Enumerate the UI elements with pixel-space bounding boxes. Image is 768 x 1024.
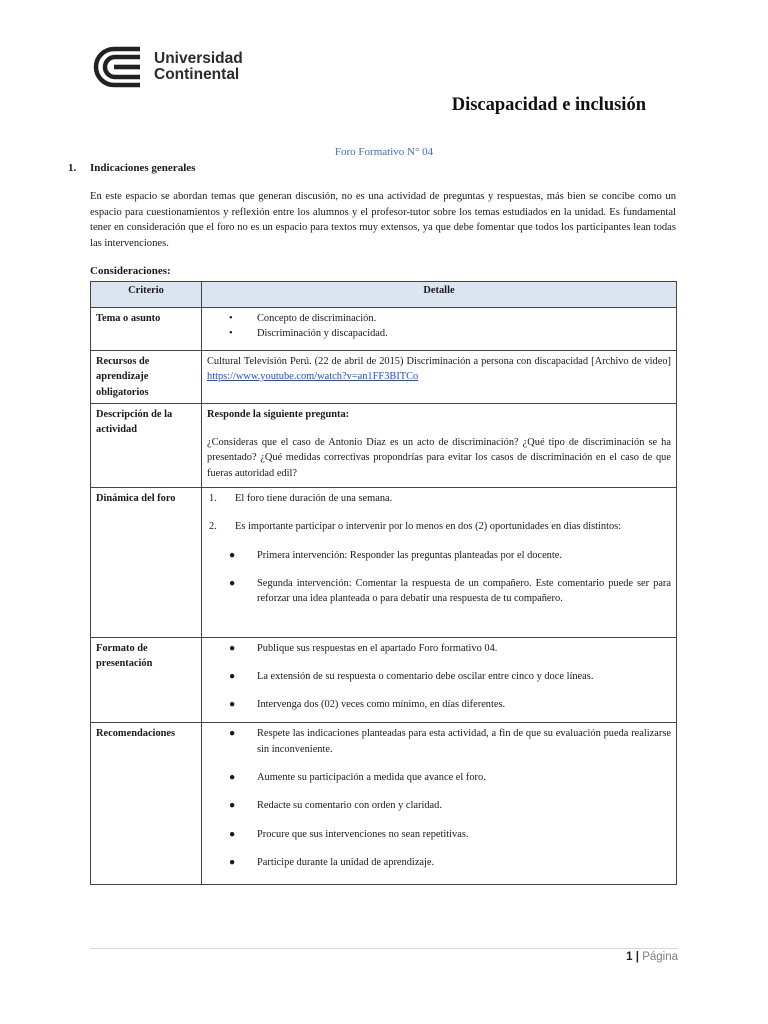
- label-formato: Formato de presentación: [91, 637, 202, 723]
- bullet-icon: ●: [229, 772, 236, 784]
- document-title: Discapacidad e inclusión: [451, 95, 646, 115]
- list-item: ● Segunda intervención: Comentar la respuesta de un compañero. Este comentario puede ser para reforzar una idea planteada o para debatir una respuesta de tu compañero.: [229, 577, 671, 605]
- considerations-table: [90, 281, 677, 885]
- bullet-icon: ●: [229, 577, 236, 589]
- detail-recomendaciones: [202, 723, 677, 885]
- page-footer: [626, 951, 678, 963]
- list-item: • Discriminación y discapacidad.: [207, 326, 671, 341]
- label-recomendaciones: Recomendaciones: [91, 723, 202, 885]
- header-criterio: Criterio: [91, 282, 202, 308]
- detail-dinamica: [202, 488, 677, 637]
- list-item: ● Intervenga dos (02) veces como mínimo, en días diferentes.: [207, 697, 671, 712]
- bullet-icon: ●: [229, 800, 236, 812]
- list-item: 1. El foro tiene duración de una semana.: [207, 491, 671, 506]
- table-row-recursos: [91, 351, 677, 404]
- university-logo: [90, 44, 243, 90]
- table-row-formato: [91, 637, 677, 723]
- list-item: ● Procure que sus intervenciones no sean repetitivas.: [207, 827, 671, 842]
- logo-text: [154, 51, 243, 83]
- bullet-icon: •: [229, 313, 233, 324]
- descripcion-question: ¿Consideras que el caso de Antonio Díaz es un acto de discriminación? ¿Qué tipo de discriminación se ha presentado? ¿Qué medidas correctivas propondrías para evitar los casos de discriminación en el caso de que fueras autoridad edil?: [207, 437, 671, 479]
- list-item: ● Redacte su comentario con orden y claridad.: [207, 798, 671, 813]
- label-tema: Tema o asunto: [91, 308, 202, 351]
- table-row-tema: [91, 308, 677, 351]
- item-number: 2.: [209, 521, 217, 533]
- logo-line-1: Universidad: [154, 50, 243, 67]
- bullet-icon: ●: [229, 728, 236, 740]
- bullet-icon: •: [229, 328, 233, 340]
- item-number: 1.: [209, 493, 217, 505]
- page-label: Página: [642, 951, 678, 963]
- label-descripcion: Descripción de la actividad: [91, 403, 202, 487]
- section-heading: [68, 162, 195, 174]
- list-item: ● Publique sus respuestas en el apartado Foro formativo 04.: [207, 641, 671, 656]
- intro-paragraph: En este espacio se abordan temas que generan discusión, no es una actividad de preguntas y respuestas, más bien se concibe como un espacio para cuestionamientos y reflexión entre los alumnos y el profesor-tutor sobre los temas estudiados en la unidad. Es fundamental tener en consideración que el foro no es un espacio para textos muy extensos, ya que debe fomentar que todos los participantes lean todas las intervenciones.: [90, 191, 676, 249]
- label-recursos: Recursos de aprendizaje obligatorios: [91, 351, 202, 404]
- list-item: ● Aumente su participación a medida que avance el foro.: [207, 770, 671, 785]
- table-row-dinamica: [91, 488, 677, 637]
- footer-separator: |: [635, 951, 639, 963]
- footer-divider: [90, 948, 678, 949]
- bullet-icon: ●: [229, 828, 236, 840]
- bullet-icon: ●: [229, 699, 236, 711]
- descripcion-prompt: Responde la siguiente pregunta:: [207, 408, 350, 420]
- document-subtitle: Foro Formativo N° 04: [334, 146, 434, 158]
- logo-line-2: Continental: [154, 66, 240, 83]
- table-row-recomendaciones: [91, 723, 677, 885]
- list-item: • Concepto de discriminación.: [207, 311, 671, 326]
- list-item: ● Primera intervención: Responder las preguntas planteadas por el docente.: [207, 548, 671, 563]
- table-row-descripcion: [91, 403, 677, 487]
- bullet-icon: ●: [229, 549, 236, 561]
- list-item: ● La extensión de su respuesta o comentario debe oscilar entre cinco y doce líneas.: [207, 669, 671, 684]
- bullet-icon: ●: [229, 642, 236, 654]
- detail-recursos: [202, 351, 677, 404]
- detail-tema: [202, 308, 677, 351]
- section-number: 1.: [68, 162, 77, 174]
- recursos-citation: Cultural Televisión Perú. (22 de abril de 2015) Discriminación a persona con discapacidad [Archivo de video]: [207, 356, 671, 367]
- youtube-link[interactable]: https://www.youtube.com/watch?v=an1FF3BITCo: [207, 371, 419, 383]
- considerations-label: Consideraciones:: [90, 265, 171, 277]
- page-number: 1: [626, 951, 633, 963]
- list-item: 2. Es importante participar o intervenir por lo menos en dos (2) oportunidades en días distintos:: [207, 519, 671, 534]
- table-header-row: [91, 282, 677, 308]
- list-item: ● Respete las indicaciones planteadas para esta actividad, a fin de que su evaluación pueda realizarse sin inconveniente.: [229, 728, 671, 755]
- section-title: Indicaciones generales: [90, 162, 196, 174]
- bullet-icon: ●: [229, 670, 236, 682]
- header-detalle: Detalle: [202, 282, 677, 308]
- detail-formato: [202, 637, 677, 723]
- detail-descripcion: [202, 403, 677, 487]
- continental-logo-icon: [90, 44, 146, 90]
- label-dinamica: Dinámica del foro: [91, 488, 202, 637]
- list-item: ● Participe durante la unidad de aprendizaje.: [207, 855, 671, 870]
- bullet-icon: ●: [229, 856, 236, 868]
